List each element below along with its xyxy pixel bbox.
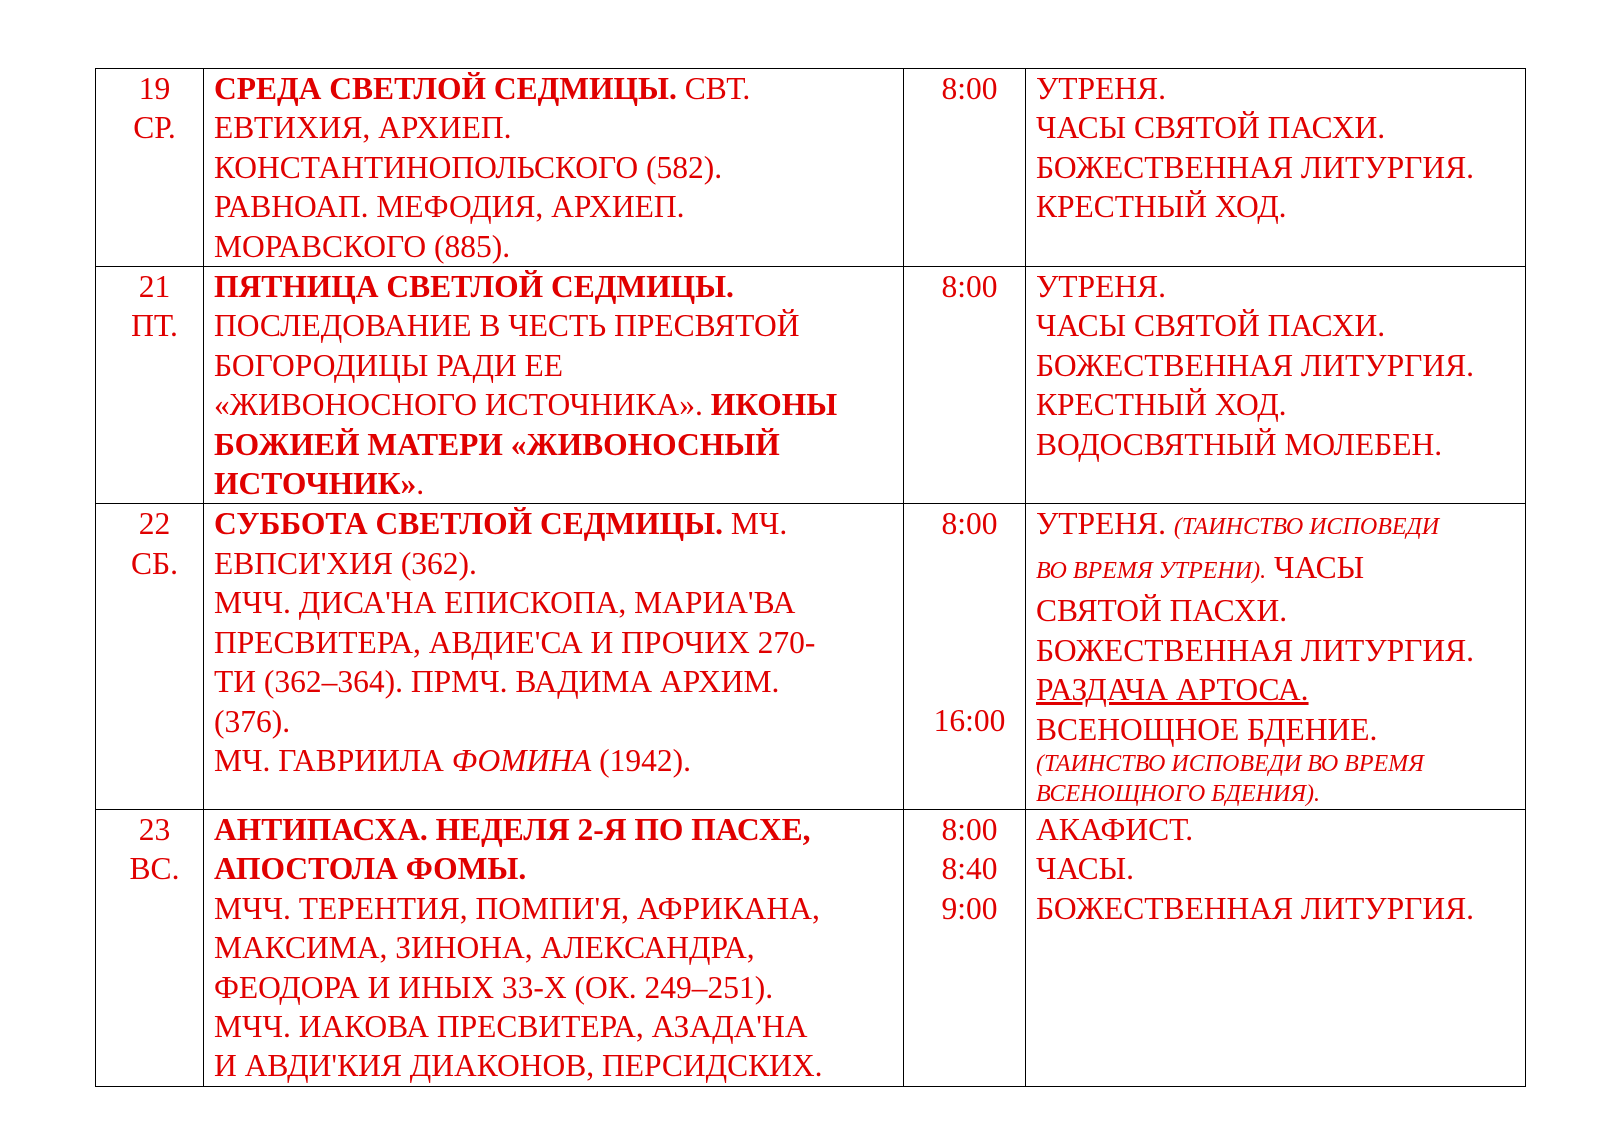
feast-line: ТИ (362–364). ПРМЧ. ВАДИМА АРХИМ.	[214, 664, 780, 700]
feast-title: СРЕДА СВЕТЛОЙ СЕДМИЦЫ.	[214, 71, 677, 106]
feast-line	[214, 69, 903, 108]
feast-cell	[204, 69, 904, 267]
day-number: 19	[138, 71, 171, 106]
service-time: 8:40	[941, 851, 998, 887]
service-cell	[1026, 809, 1526, 1086]
service-time: 8:00	[941, 506, 998, 542]
day-number: 22	[138, 506, 171, 542]
feast-line: ЕВТИХИЯ, АРХИЕП.	[214, 110, 512, 146]
service-note: (ТАИНСТВО ИСПОВЕДИ ВО ВРЕМЯ	[1036, 750, 1424, 777]
date-cell	[96, 504, 204, 809]
feast-line: БОГОРОДИЦЫ РАДИ ЕЕ	[214, 347, 564, 383]
service-item: УТРЕНЯ.	[1036, 71, 1166, 106]
feast-line: ПРЕСВИТЕРА, АВДИЕ'СА И ПРОЧИХ 270-	[214, 624, 816, 660]
feast-text: «ЖИВОНОСНОГО ИСТОЧНИКА».	[214, 387, 711, 423]
feast-icon-title: ИСТОЧНИК»	[214, 466, 417, 502]
feast-line: КОНСТАНТИНОПОЛЬСКОГО (582).	[214, 149, 723, 185]
service-text: ЧАСЫ	[1266, 549, 1365, 585]
feast-title: СУББОТА СВЕТЛОЙ СЕДМИЦЫ.	[214, 506, 723, 542]
service-item-artos: РАЗДАЧА АРТОСА.	[1036, 672, 1309, 708]
feast-cell	[204, 504, 904, 809]
feast-text: МЧ.	[722, 506, 788, 542]
schedule-row	[96, 267, 1526, 504]
feast-line: (376).	[214, 703, 291, 739]
feast-line: МОРАВСКОГО (885).	[214, 228, 511, 264]
time-spacer	[914, 662, 1025, 701]
feast-line	[214, 385, 903, 424]
time-spacer	[914, 623, 1025, 662]
feast-line	[214, 504, 903, 543]
feast-icon-title: БОЖИЕЙ МАТЕРИ «ЖИВОНОСНЫЙ	[214, 426, 780, 462]
date-cell	[96, 69, 204, 267]
service-time: 9:00	[941, 890, 998, 926]
service-item: ЧАСЫ СВЯТОЙ ПАСХИ.	[1036, 308, 1386, 344]
service-item: ЧАСЫ.	[1036, 851, 1135, 887]
schedule-row	[96, 69, 1526, 267]
service-item: КРЕСТНЫЙ ХОД.	[1036, 387, 1287, 423]
day-number: 21	[138, 269, 171, 305]
feast-line: РАВНОАП. МЕФОДИЯ, АРХИЕП.	[214, 189, 685, 225]
service-time: 8:00	[941, 71, 998, 106]
time-cell	[904, 267, 1026, 504]
feast-title: АНТИПАСХА. НЕДЕЛЯ 2-Я ПО ПАСХЕ,	[214, 811, 811, 847]
time-cell	[904, 504, 1026, 809]
feast-surname: ФОМИНА	[451, 742, 592, 778]
service-item: БОЖЕСТВЕННАЯ ЛИТУРГИЯ.	[1036, 149, 1474, 185]
feast-text: СВТ.	[676, 71, 751, 106]
service-cell	[1026, 267, 1526, 504]
feast-line	[214, 464, 903, 503]
feast-line: И АВДИ'КИЯ ДИАКОНОВ, ПЕРСИДСКИХ.	[214, 1048, 823, 1084]
weekday: ВС.	[129, 851, 180, 887]
service-note: ВО ВРЕМЯ УТРЕНИ).	[1036, 557, 1267, 584]
service-time: 8:00	[941, 269, 998, 305]
feast-text: .	[416, 466, 425, 502]
service-text: УТРЕНЯ.	[1036, 506, 1174, 542]
weekday: СР.	[133, 110, 176, 146]
service-item: ВСЕНОЩНОЕ БДЕНИЕ.	[1036, 711, 1378, 747]
time-spacer	[914, 583, 1025, 622]
schedule-row	[96, 504, 1526, 809]
service-cell	[1026, 69, 1526, 267]
weekday: СБ.	[131, 545, 178, 581]
service-item: БОЖЕСТВЕННАЯ ЛИТУРГИЯ.	[1036, 890, 1474, 926]
service-item: ЧАСЫ СВЯТОЙ ПАСХИ.	[1036, 110, 1386, 146]
service-note: (ТАИНСТВО ИСПОВЕДИ	[1173, 514, 1440, 541]
feast-line: ФЕОДОРА И ИНЫХ 33-Х (ОК. 249–251).	[214, 969, 774, 1005]
feast-title: ПЯТНИЦА СВЕТЛОЙ СЕДМИЦЫ.	[214, 269, 734, 305]
time-spacer	[914, 544, 1025, 583]
service-item: СВЯТОЙ ПАСХИ.	[1036, 593, 1288, 629]
service-item: БОЖЕСТВЕННАЯ ЛИТУРГИЯ.	[1036, 347, 1474, 383]
date-cell	[96, 809, 204, 1086]
feast-line: МАКСИМА, ЗИНОНА, АЛЕКСАНДРА,	[214, 930, 755, 966]
feast-line: ПОСЛЕДОВАНИЕ В ЧЕСТЬ ПРЕСВЯТОЙ	[214, 308, 800, 344]
service-item: БОЖЕСТВЕННАЯ ЛИТУРГИЯ.	[1036, 632, 1474, 668]
feast-icon-title: ИКОНЫ	[710, 387, 838, 423]
service-item: УТРЕНЯ.	[1036, 269, 1166, 305]
feast-line: МЧЧ. ИАКОВА ПРЕСВИТЕРА, АЗАДА'НА	[214, 1008, 808, 1044]
service-item	[1036, 504, 1525, 547]
feast-line: ЕВПСИ'ХИЯ (362).	[214, 545, 477, 581]
feast-title: АПОСТОЛА ФОМЫ.	[214, 851, 527, 887]
feast-cell	[204, 809, 904, 1086]
service-note: ВСЕНОЩНОГО БДЕНИЯ).	[1036, 780, 1321, 807]
feast-text: МЧ. ГАВРИИЛА	[214, 742, 452, 778]
schedule-table	[95, 68, 1526, 1087]
service-cell	[1026, 504, 1526, 809]
weekday: ПТ.	[131, 308, 178, 344]
feast-cell	[204, 267, 904, 504]
service-time: 16:00	[933, 703, 1006, 739]
date-cell	[96, 267, 204, 504]
service-item: КРЕСТНЫЙ ХОД.	[1036, 189, 1287, 225]
time-cell	[904, 809, 1026, 1086]
schedule-row	[96, 809, 1526, 1086]
service-time: 8:00	[941, 811, 998, 847]
service-item: АКАФИСТ.	[1036, 811, 1194, 847]
feast-text: (1942).	[591, 742, 691, 778]
feast-line: МЧЧ. ТЕРЕНТИЯ, ПОМПИ'Я, АФРИКАНА,	[214, 890, 820, 926]
feast-line: МЧЧ. ДИСА'НА ЕПИСКОПА, МАРИА'ВА	[214, 585, 796, 621]
service-item: ВОДОСВЯТНЫЙ МОЛЕБЕН.	[1036, 426, 1443, 462]
day-number: 23	[138, 811, 171, 847]
time-cell	[904, 69, 1026, 267]
service-item	[1036, 548, 1525, 591]
feast-line	[214, 741, 903, 780]
